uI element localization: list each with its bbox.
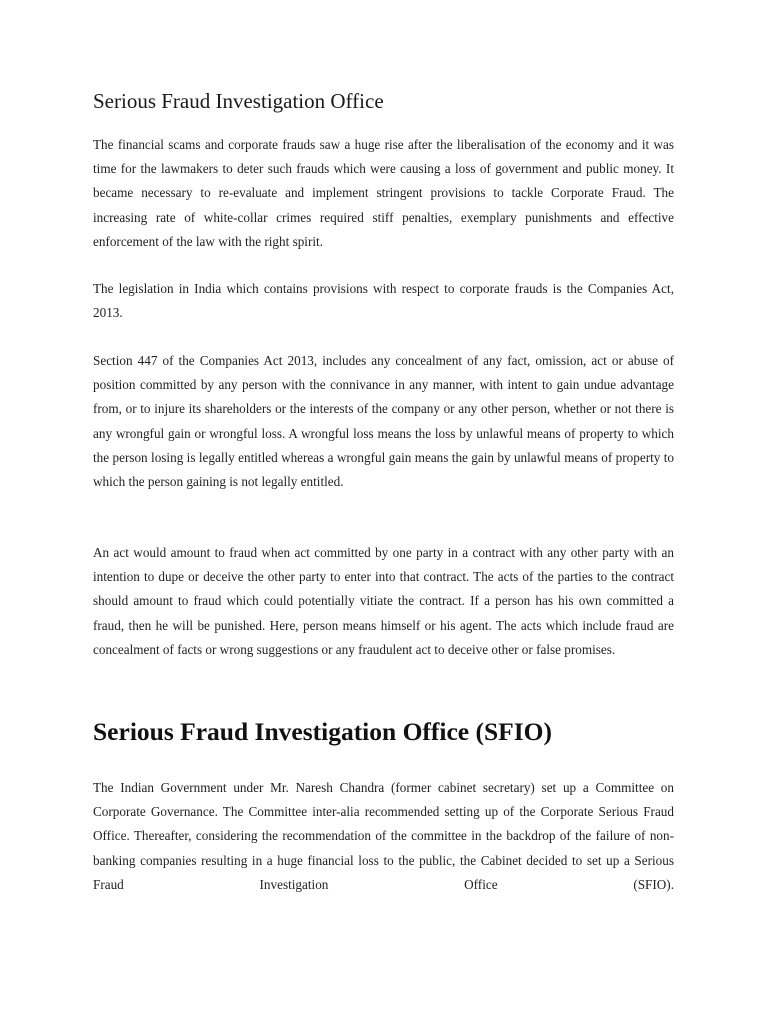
paragraph-legislation: The legislation in India which contains provisions with respect to corporate frauds is the Companies Act, 2013.	[93, 281, 674, 321]
paragraph-section-447: Section 447 of the Companies Act 2013, includes any concealment of any fact, omission, act or abuse of position committed by any person with the connivance in any manner, with intent to gain undue advantage from, or to injure its shareholders or the interests of the company or any other person, whether or not there is any wrongful gain or wrongful loss. A wrongful loss means the loss by unlawful means of property to which the person losing is legally entitled whereas a wrongful gain means the gain by unlawful means of property to which the person gaining is not legally entitled.	[93, 353, 674, 490]
paragraph-fraud-definition: An act would amount to fraud when act committed by one party in a contract with any other party with an intention to dupe or deceive the other party to enter into that contract. The acts of the parties to the contract should amount to fraud which could potentially vitiate the contract. If a person has his own committed a fraud, then he will be punished. Here, person means himself or his agent. The acts which include fraud are concealment of facts or wrong suggestions or any fraudulent act to deceive other or false promises.	[93, 545, 674, 657]
section-heading-sfio: Serious Fraud Investigation Office (SFIO)	[93, 717, 552, 746]
paragraph-intro: The financial scams and corporate frauds saw a huge rise after the liberalisation of the economy and it was time for the lawmakers to deter such frauds which were causing a loss of government and public money. It became necessary to re-evaluate and implement stringent provisions to tackle Corporate Fraud. The increasing rate of white-collar crimes required stiff penalties, exemplary punishments and effective enforcement of the law with the right spirit.	[93, 137, 674, 249]
document-title: Serious Fraud Investigation Office	[93, 89, 384, 113]
paragraph-sfio-background: The Indian Government under Mr. Naresh Chandra (former cabinet secretary) set up a Committee on Corporate Governance. The Committee inter-alia recommended setting up of the Corporate Serious Fraud Office. Thereafter, considering the recommendation of the committee in the backdrop of the failure of non-banking companies resulting in a huge financial loss to the public, the Cabinet decided to set up a Serious Fraud Investigation Office (SFIO).	[93, 780, 674, 892]
